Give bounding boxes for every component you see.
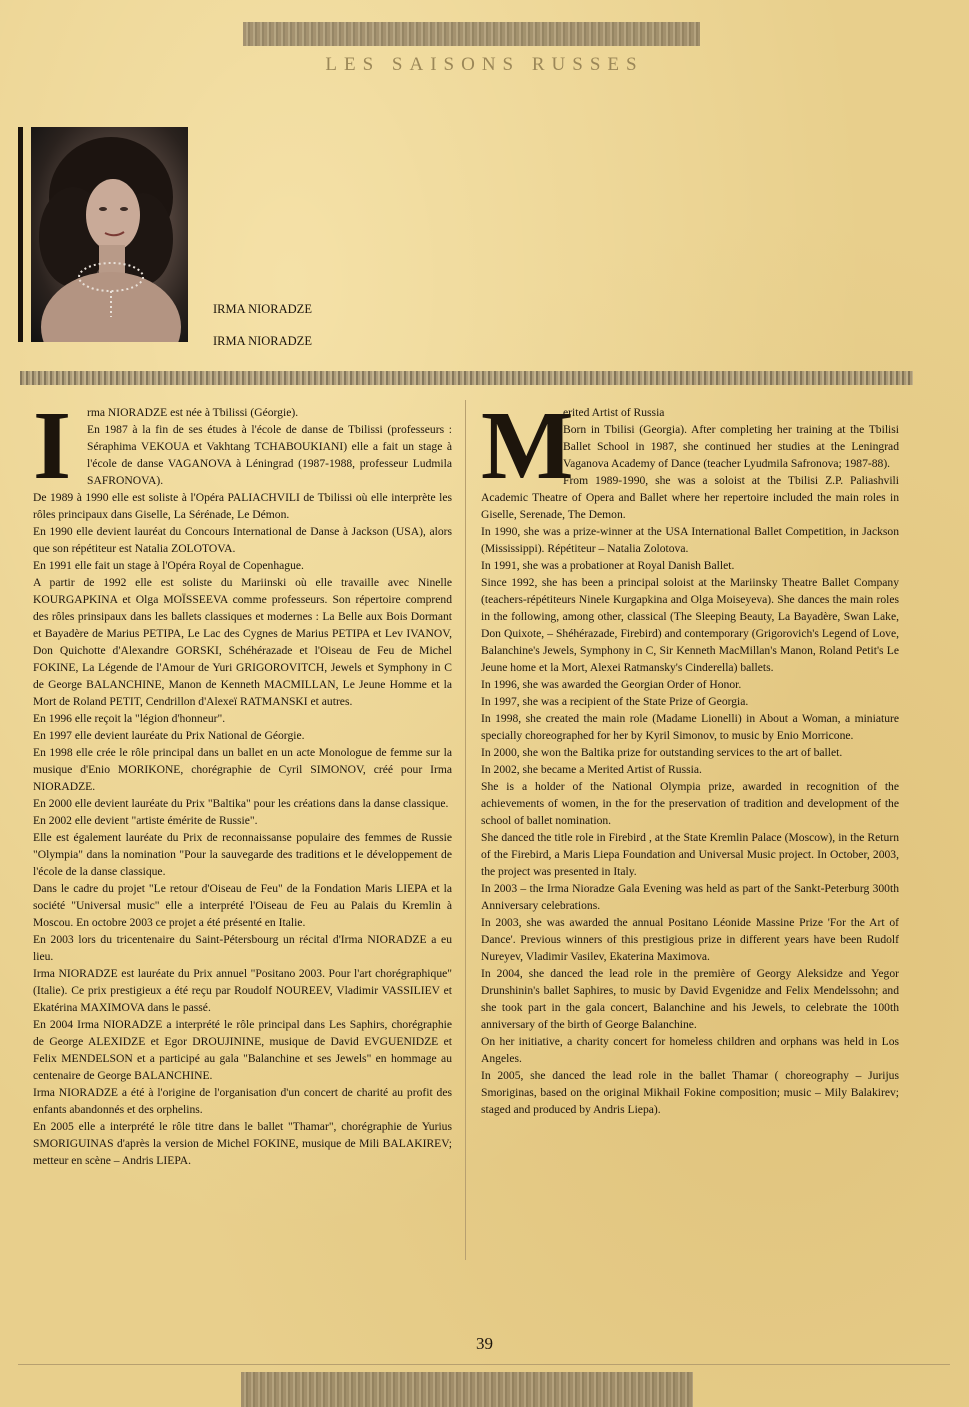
photo-caption-en: IRMA NIORADZE: [213, 334, 312, 348]
en-paragraph: In 2000, she won the Baltika prize for outstanding services to the art of ballet.: [481, 746, 843, 759]
fr-paragraph: Dans le cadre du projet "Le retour d'Oiseau de Feu" de la Fondation Maris LIEPA et la société "Universal music" elle a interprété l'Oiseau de Feu au Palais du Kremlin à Moscou. En octobre 2003 ce projet a été présenté en Italie.: [33, 882, 452, 929]
en-paragraph: Since 1992, she has been a principal soloist at the Mariinsky Theatre Ballet Company (teachers-répétiteurs Ninele Kurgapkina and Olga Moiseyeva). She dances the main roles in the following, among other, classical (The Sleeping Beauty, La Bayadère, Swan Lake, Don Quixote, – Shéhérazade, Firebird) and contemporary (Grigorovich's Legend of Love, Balanchine's Jewels, Symphony in C, Sir Kenneth MacMillan's Manon, Roland Petit's Le Jeune home et la Mort, Alexei Ratmansky's Cinderella) ballets.: [481, 576, 899, 674]
en-paragraph: She is a holder of the National Olympia prize, awarded in recognition of the achievements of women, in the for the preservation of tradition and development of the school of ballet nomination.: [481, 780, 899, 827]
en-paragraph: erited Artist of Russia: [563, 406, 665, 419]
en-paragraph: In 2003, she was awarded the annual Positano Léonide Massine Prize 'For the Art of Dance'. Previous winners of this prestigious prize in different years have been Rudolf Nureyev, Vladimir Vasilev, Ekaterina Maximova.: [481, 916, 899, 963]
page-header-title: LES SAISONS RUSSES: [325, 54, 644, 75]
en-paragraph: In 1991, she was a probationer at Royal Danish Ballet.: [481, 559, 735, 572]
en-paragraph: In 2005, she danced the lead role in the ballet Thamar ( choreography – Jurijus Smoriginas, based on the original Mikhail Fokine composition; music – Mily Balakirev; staged and produced by Andris Liepa).: [481, 1069, 899, 1116]
fr-paragraph: A partir de 1992 elle est soliste du Mariinski où elle travaille avec Ninelle KOURGAPKINA et Olga MOÏSSEEVA comme professeurs. Son répertoire comprend des rôles prinsipaux dans les ballets classiques et modernes : La Belle aux Bois Dormant et Bayadère de Marius PETIPA, Le Lac des Cygnes de Marius PETIPA et Lev IVANOV, Don Quichotte d'Alexandre GORSKI, Schéhérazade et l'Oiseau de Feu de Michel FOKINE, La Légende de l'Amour de Yuri GRIGOROVITCH, Jewels et Symphony in C de George BALANCHINE, Manon de Kenneth MACMILLAN, Le Jeune Homme et la Mort de Roland PETIT, Cendrillon d'Alexeï RATMANSKI et autres.: [33, 576, 452, 708]
fr-paragraph: En 1997 elle devient lauréate du Prix National de Géorgie.: [33, 729, 305, 742]
fr-paragraph: En 1990 elle devient lauréat du Concours International de Danse à Jackson (USA), alors que son répétiteur est Natalia ZOLOTOVA.: [33, 525, 452, 555]
fr-paragraph: En 2005 elle a interprété le rôle titre dans le ballet "Thamar", chorégraphie de Yurius SMORIGUINAS d'après la version de Michel FOKINE, musique de Mili BALAKIREV; metteur en scène – Andris LIEPA.: [33, 1120, 452, 1167]
en-paragraph: In 2002, she became a Merited Artist of Russia.: [481, 763, 702, 776]
english-dropcap: M: [481, 392, 574, 500]
fr-paragraph: En 1996 elle reçoit la "légion d'honneur".: [33, 712, 226, 725]
fr-paragraph: Elle est également lauréate du Prix de reconnaissanse populaire des femmes de Russie "Olympia" dans la nomination "Pour la sauvegarde des traditions et le développement de l'école de la danse classique.: [33, 831, 452, 878]
fr-paragraph: En 2003 lors du tricentenaire du Saint-Pétersbourg un récital d'Irma NIORADZE a eu lieu.: [33, 933, 452, 963]
en-paragraph: In 1997, she was a recipient of the State Prize of Georgia.: [481, 695, 749, 708]
french-biography: [33, 392, 452, 1169]
fr-paragraph: Irma NIORADZE est lauréate du Prix annuel "Positano 2003. Pour l'art chorégraphique" (Italie). Ce prix prestigieux a été reçu par Roudolf NOUREEV, Vladimir VASSILIEV et Ekatérina MAXIMOVA dans le passé.: [33, 967, 452, 1014]
english-biography: [481, 392, 899, 1118]
photo-caption-fr: IRMA NIORADZE: [213, 302, 312, 316]
bottom-rule: [18, 1364, 950, 1365]
en-paragraph: In 1990, she was a prize-winner at the USA International Ballet Competition, in Jackson (Mississippi). Répétiteur – Natalia Zolotova.: [481, 525, 899, 555]
bottom-decorative-band: [241, 1372, 693, 1407]
en-paragraph: In 2004, she danced the lead role in the première of Georgy Aleksidze and Yegor Drunshinin's ballet Saphires, to music by David Evgenidze and Felix Mendelssohn; and she took part in the gala concert, Balanchine and his Jewels, to celebrate the 100th anniversary of the birth of George Balanchine.: [481, 967, 899, 1031]
en-paragraph: Born in Tbilisi (Georgia). After completing her training at the Tbilisi Ballet School in 1987, she continued her studies at the Leningrad Vaganova Academy of Dance (teacher Lyudmila Safronova; 1987-88).: [563, 423, 899, 470]
page-number: 39: [476, 1334, 493, 1353]
fr-paragraph: En 2004 Irma NIORADZE a interprété le rôle principal dans Les Saphirs, chorégraphie de George ALEXIDZE et Egor DROUJININE, musique de David EVGUENIDZE et Felix MENDELSON et a participé au gala "Balanchine et ses Jewels" en hommage au centenaire de George BALANCHINE.: [33, 1018, 452, 1082]
french-dropcap: I: [33, 392, 72, 500]
fr-paragraph: rma NIORADZE est née à Tbilissi (Géorgie).: [87, 406, 299, 419]
fr-paragraph: En 2000 elle devient lauréate du Prix "Baltika" pour les créations dans la danse classique.: [33, 797, 449, 810]
portrait-accent-bar: [18, 127, 23, 342]
fr-paragraph: En 1991 elle fait un stage à l'Opéra Royal de Copenhague.: [33, 559, 304, 572]
fr-paragraph: En 1987 à la fin de ses études à l'école de danse de Tbilissi (professeurs : Séraphima VEKOUA et Vakhtang TCHABOUKIANI) elle a fait un stage à l'école de danse VAGANOVA à Léningrad (1987-1988, professeur Ludmila SAFRONOVA).: [87, 423, 452, 487]
section-divider: [20, 371, 913, 385]
portrait-photo: [31, 127, 188, 342]
en-paragraph: She danced the title role in Firebird , at the State Kremlin Palace (Moscow), in the Return of the Firebird, a Maris Liepa Foundation and Universal Music project. In October, 2003, the project was presented in Italy.: [481, 831, 899, 878]
top-decorative-band: [243, 22, 700, 46]
column-separator: [465, 400, 466, 1260]
fr-paragraph: Irma NIORADZE a été à l'origine de l'organisation d'un concert de charité au profit des enfants abandonnés et des orphelins.: [33, 1086, 452, 1116]
fr-paragraph: En 2002 elle devient "artiste émérite de Russie".: [33, 814, 258, 827]
en-paragraph: From 1989-1990, she was a soloist at the Tbilisi Z.P. Paliashvili Academic Theatre of Opera and Ballet where her repertoire included the main roles in Giselle, Serenade, The Demon.: [481, 474, 899, 521]
en-paragraph: In 2003 – the Irma Nioradze Gala Evening was held as part of the Sankt-Peterburg 300th Anniversary celebrations.: [481, 882, 899, 912]
en-paragraph: On her initiative, a charity concert for homeless children and orphans was held in Los Angeles.: [481, 1035, 899, 1065]
fr-paragraph: En 1998 elle crée le rôle principal dans un ballet en un acte Monologue de femme sur la musique d'Enio MORIKONE, chorégraphie de Cyril SIMONOV, créé pour Irma NIORADZE.: [33, 746, 452, 793]
en-paragraph: In 1996, she was awarded the Georgian Order of Honor.: [481, 678, 742, 691]
en-paragraph: In 1998, she created the main role (Madame Lionelli) in About a Woman, a miniature specially choreographed for her by Kyril Simonov, to music by Enio Morricone.: [481, 712, 899, 742]
fr-paragraph: De 1989 à 1990 elle est soliste à l'Opéra PALIACHVILI de Tbilissi où elle interprète les rôles principaux dans Giselle, La Sérénade, Le Démon.: [33, 491, 452, 521]
portrait-illustration: [31, 127, 188, 342]
portrait-frame: [18, 127, 188, 342]
